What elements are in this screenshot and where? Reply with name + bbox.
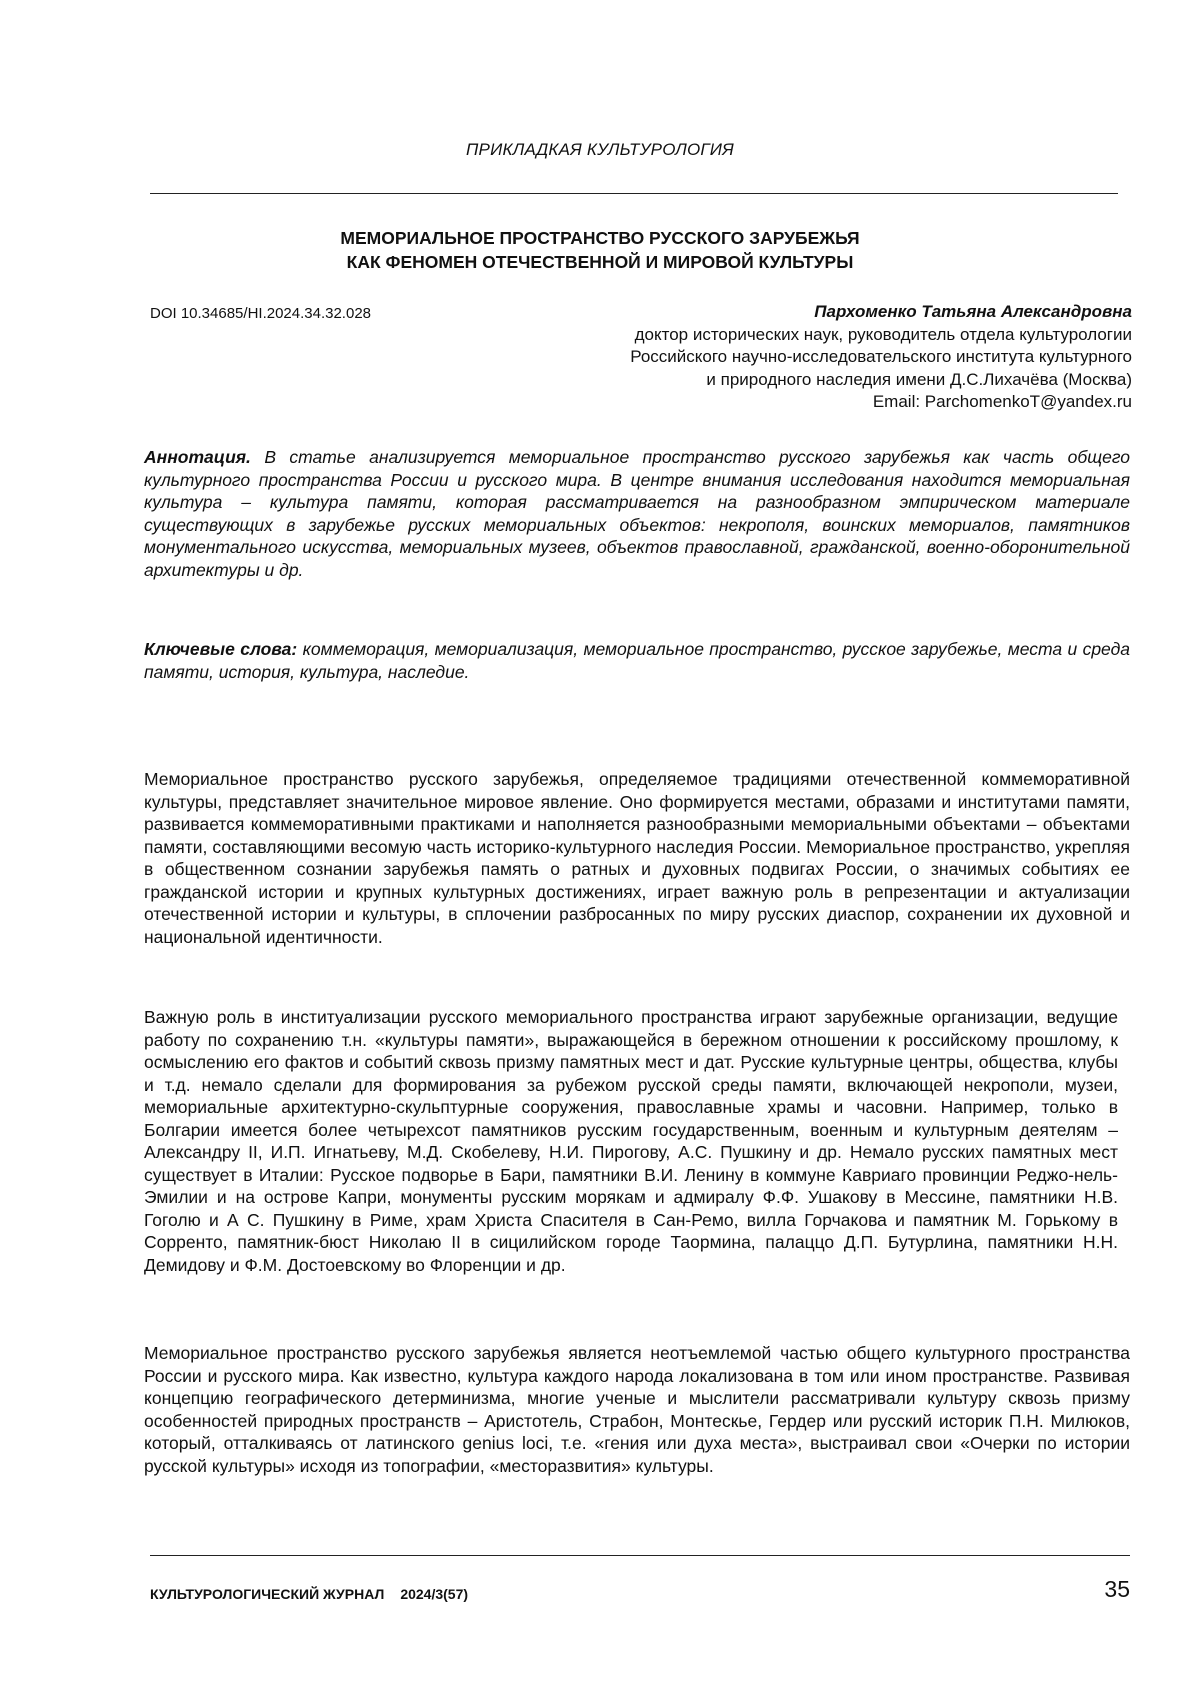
author-email: Email: ParchomenkoT@yandex.ru: [872, 392, 1132, 411]
article-title: [0, 226, 1200, 274]
body-paragraph-2: Важную роль в институализации русского мемориального пространства играют зарубежные организации, ведущие работу по сохранению т.н. «культуры памяти», выражающейся в бережном отношении к российскому прошлому, к осмыслению его фактов и событий сквозь призму памятных мест и дат. Русские культурные центры, общества, клубы и т.д. немало сделали для формирования за рубежом русской среды памяти, включающей некрополи, музеи, мемориальные архитектурно-скульптурные сооружения, православные храмы и часовни. Например, только в Болгарии имеется более четырехсот памятников русским государственным, военным и культурным деятелям – Александру II, И.П. Игнатьеву, М.Д. Скобелеву, Н.И. Пирогову, А.С. Пушкину и др. Немало русских памятных мест существует в Италии: Русское подворье в Бари, памятники В.И. Ленину в коммуне Кавриаго провинции Реджо-нель-Эмилии и на острове Капри, монументы русским морякам и адмиралу Ф.Ф. Ушакову в Мессине, памятники Н.В. Гоголю и А С. Пушкину в Риме, храм Христа Спасителя в Сан-Ремо, вилла Горчакова и памятник М. Горькому в Сорренто, памятник-бюст Николаю II в сицилийском городе Таормина, палаццо Д.П. Бутурлина, памятники Н.Н. Демидову и Ф.М. Достоевскому во Флоренции и др.: [144, 1007, 1118, 1275]
page-number: 35: [1104, 1576, 1130, 1602]
keywords-text: коммеморация, мемориализация, мемориальное пространство, русское зарубежье, места и среда памяти, история, культура, наследие.: [144, 639, 1130, 682]
footer-journal: [150, 1586, 484, 1602]
author-name: Пархоменко Татьяна Александровна: [814, 302, 1132, 321]
body-paragraph-3: Мемориальное пространство русского зарубежья является неотъемлемой частью общего культурного пространства России и русского мира. Как известно, культура каждого народа локализована в том или ином пространстве. Развивая концепцию географического детерминизма, многие ученые и мыслители рассматривали культуру сквозь призму особенностей природных пространств – Аристотель, Страбон, Монтескье, Гердер или русский историк П.Н. Милюков, который, отталкиваясь от латинского genius loci, т.е. «гения или духа места», выстраивал свои «Очерки по истории русской культуры» исходя из топографии, «месторазвития» культуры.: [144, 1343, 1130, 1476]
article-title-line1: МЕМОРИАЛЬНОЕ ПРОСТРАНСТВО РУССКОГО ЗАРУБЕЖЬЯ: [340, 228, 860, 248]
author-block: [492, 301, 1132, 414]
keywords: [144, 638, 1130, 683]
author-affiliation-line1: доктор исторических наук, руководитель отдела культурологии: [634, 324, 1132, 344]
doi: DOI 10.34685/HI.2024.34.32.028: [150, 305, 372, 322]
annotation-label: Аннотация.: [144, 447, 251, 467]
author-affiliation-line3: и природного наследия имени Д.С.Лихачёва (Москва): [706, 369, 1132, 389]
annotation-text: В статье анализируется мемориальное пространство русского зарубежья как часть общего культурного пространства России и русского мира. В центре внимания исследования находится мемориальная культура – культура памяти, которая рассматривается на разнообразном эмпирическом материале существующих в зарубежье русских мемориальных объектов: некрополя, воинских мемориалов, памятников монументального искусства, мемориальных музеев, объектов православной, гражданской, военно-оборонительной архитектуры и др.: [144, 447, 1130, 580]
body-paragraph-1: Мемориальное пространство русского зарубежья, определяемое традициями отечественной коммеморативной культуры, представляет значительное мировое явление. Оно формируется местами, образами и институтами памяти, развивается коммеморативными практиками и наполняется разнообразными мемориальными объектами – объектами памяти, составляющими весомую часть историко-культурного наследия России. Мемориальное пространство, укрепляя в общественном сознании зарубежья память о ратных и духовных подвигах России, о значимых событиях ее гражданской истории и крупных культурных достижениях, играет важную роль в репрезентации и актуализации отечественной истории и культуры, в сплочении разбросанных по миру русских диаспор, сохранении их духовной и национальной идентичности.: [144, 769, 1130, 947]
author-affiliation-line2: Российского научно-исследовательского института культурного: [630, 347, 1132, 366]
article-title-line2: КАК ФЕНОМЕН ОТЕЧЕСТВЕННОЙ И МИРОВОЙ КУЛЬТУРЫ: [346, 252, 854, 272]
keywords-label: Ключевые слова:: [144, 639, 298, 659]
footer-divider: [150, 1555, 1130, 1556]
footer-issue: 2024/3(57): [400, 1586, 469, 1602]
footer-journal-name: КУЛЬТУРОЛОГИЧЕСКИЙ ЖУРНАЛ: [150, 1586, 385, 1602]
annotation: [144, 446, 1130, 581]
running-header-section: ПРИКЛАДКАЯ КУЛЬТУРОЛОГИЯ: [466, 140, 734, 159]
header-divider: [150, 193, 1118, 194]
